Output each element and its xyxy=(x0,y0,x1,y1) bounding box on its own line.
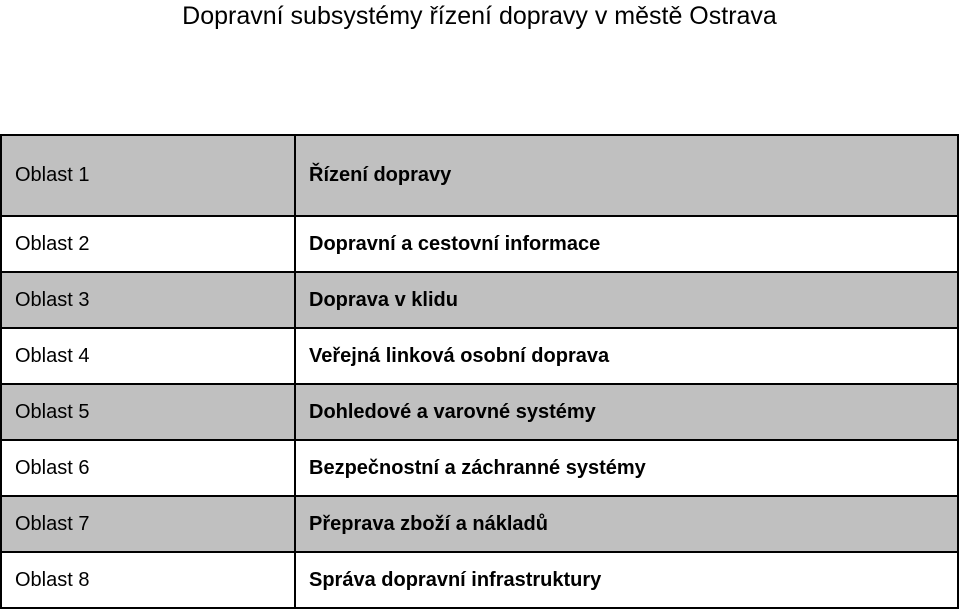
subsystem-cell: Správa dopravní infrastruktury xyxy=(295,552,958,608)
table-row xyxy=(1,496,958,552)
area-cell: Oblast 5 xyxy=(1,384,295,440)
area-cell: Oblast 8 xyxy=(1,552,295,608)
area-cell: Oblast 7 xyxy=(1,496,295,552)
subsystem-cell: Veřejná linková osobní doprava xyxy=(295,328,958,384)
page-title: Dopravní subsystémy řízení dopravy v městě Ostrava xyxy=(182,2,777,30)
table-row xyxy=(1,440,958,496)
subsystem-cell: Řízení dopravy xyxy=(295,135,958,216)
subsystem-cell: Bezpečnostní a záchranné systémy xyxy=(295,440,958,496)
area-cell: Oblast 4 xyxy=(1,328,295,384)
table-row xyxy=(1,135,958,216)
subsystem-cell: Dopravní a cestovní informace xyxy=(295,216,958,272)
table-row xyxy=(1,552,958,608)
table-row xyxy=(1,328,958,384)
area-cell: Oblast 3 xyxy=(1,272,295,328)
subsystem-cell: Přeprava zboží a nákladů xyxy=(295,496,958,552)
subsystem-cell: Dohledové a varovné systémy xyxy=(295,384,958,440)
subsystems-table xyxy=(0,134,959,609)
subsystem-cell: Doprava v klidu xyxy=(295,272,958,328)
table-row xyxy=(1,272,958,328)
area-cell: Oblast 1 xyxy=(1,135,295,216)
area-cell: Oblast 2 xyxy=(1,216,295,272)
table-row xyxy=(1,216,958,272)
area-cell: Oblast 6 xyxy=(1,440,295,496)
table-row xyxy=(1,384,958,440)
